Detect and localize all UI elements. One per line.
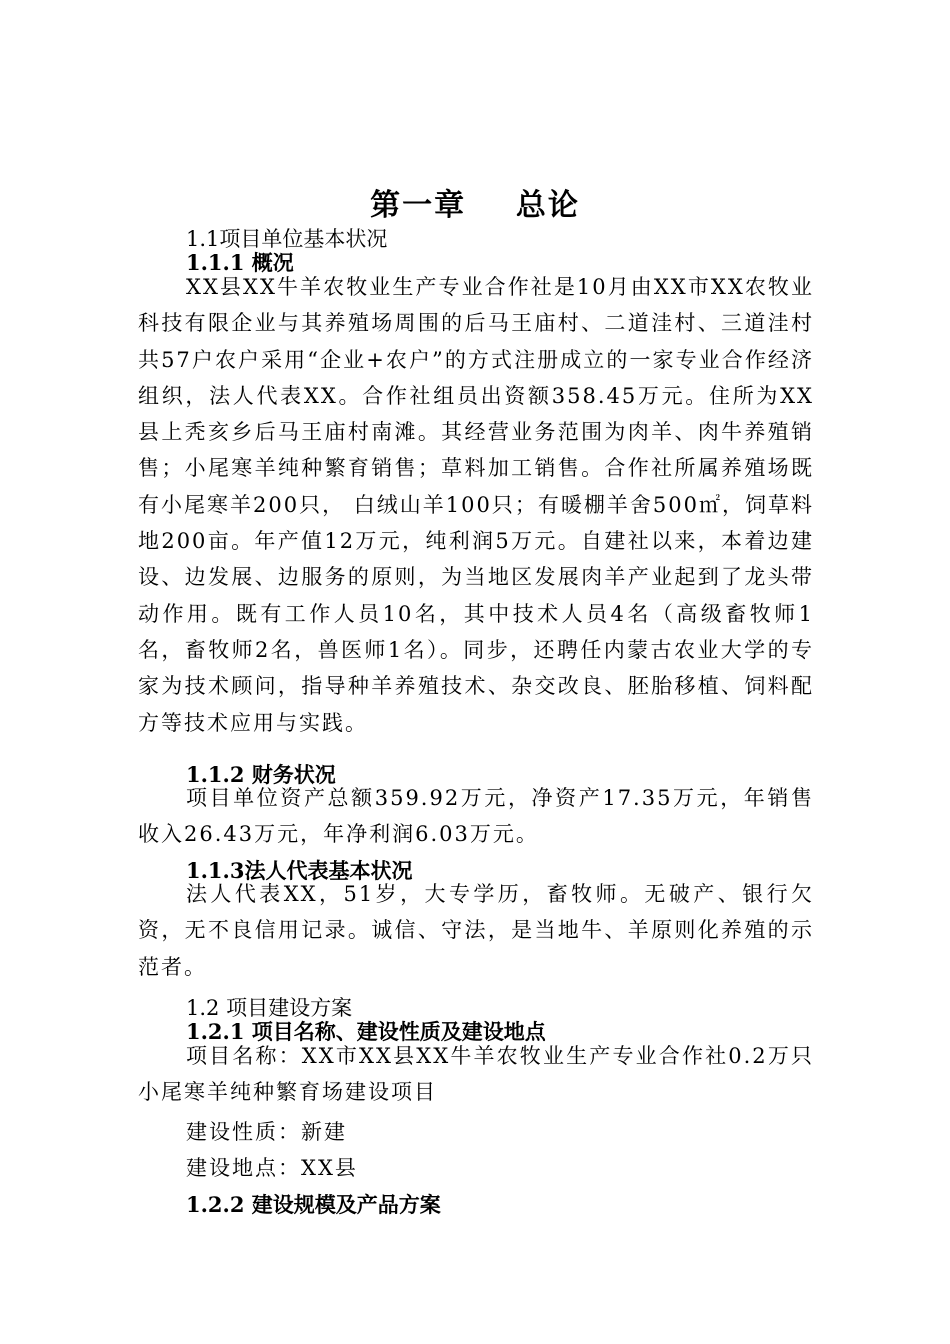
subsection-heading-1-1-1: 1.1.1 概况	[186, 250, 294, 275]
subsection-heading-1-1-3: 1.1.3法人代表基本状况	[186, 858, 413, 883]
section-heading-1-1: 1.1项目单位基本状况	[186, 227, 388, 251]
chapter-title: 第一章 总论	[370, 188, 580, 223]
construction-nature: 建设性质：新建	[186, 1120, 347, 1144]
construction-location: 建设地点：XX县	[186, 1156, 358, 1180]
subsection-heading-1-2-1: 1.2.1 项目名称、建设性质及建设地点	[186, 1019, 546, 1044]
paragraph-legal-representative: 法人代表XX，51岁，大专学历，畜牧师。无破产、银行欠资，无不良信用记录。诚信、守法，是当地牛、羊原则化养殖的示范者。	[138, 882, 814, 979]
subsection-heading-1-1-2: 1.1.2 财务状况	[186, 762, 336, 787]
paragraph-overview: XX县XX牛羊农牧业生产专业合作社是10月由XX市XX农牧业科技有限企业与其养殖场周围的后马王庙村、二道洼村、三道洼村共57户农户采用“企业+农户”的方式注册成立的一家专业合作经济组织，法人代表XX。合作社组员出资额358.45万元。住所为XX县上秃亥乡后马王庙村南滩。其经营业务范围为肉羊、肉牛养殖销售；小尾寒羊纯种繁育销售；草料加工销售。合作社所属养殖场既有小尾寒羊200只， 白绒山羊100只；有暖棚羊舍500㎡，饲草料地200亩。年产值12万元，纯利润5万元。自建社以来，本着边建设、边发展、边服务的原则，为当地区发展肉羊产业起到了龙头带动作用。既有工作人员10名，其中技术人员4名（高级畜牧师1名，畜牧师2名，兽医师1名）。同步，还聘任内蒙古农业大学的专家为技术顾问，指导种羊养殖技术、杂交改良、胚胎移植、饲料配方等技术应用与实践。	[138, 275, 814, 735]
section-heading-1-2: 1.2 项目建设方案	[186, 996, 353, 1020]
paragraph-finance: 项目单位资产总额359.92万元，净资产17.35万元，年销售收入26.43万元，年净利润6.03万元。	[138, 786, 814, 847]
subsection-heading-1-2-2: 1.2.2 建设规模及产品方案	[186, 1192, 441, 1217]
paragraph-project-name: 项目名称：XX市XX县XX牛羊农牧业生产专业合作社0.2万只小尾寒羊纯种繁育场建设项目	[138, 1044, 814, 1105]
